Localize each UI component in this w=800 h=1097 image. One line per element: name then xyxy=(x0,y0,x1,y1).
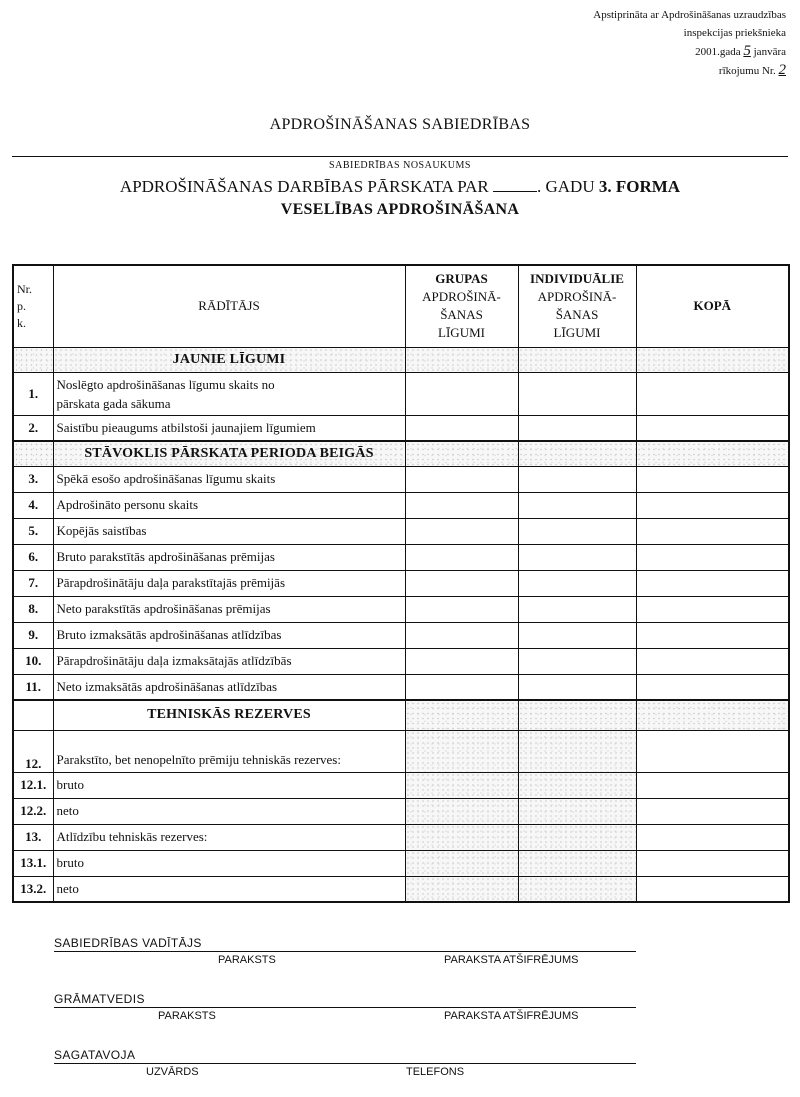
row-label: bruto xyxy=(53,772,405,798)
cell-individual[interactable] xyxy=(518,674,636,700)
table-row xyxy=(13,570,789,596)
cell-individual[interactable] xyxy=(518,648,636,674)
col-header-total: KOPĀ xyxy=(636,265,789,347)
row-label: Pārapdrošinātāju daļa parakstītajās prēmijās xyxy=(53,570,405,596)
row-label: Apdrošināto personu skaits xyxy=(53,492,405,518)
section-row-new xyxy=(13,347,789,372)
cell-individual[interactable] xyxy=(518,596,636,622)
report-title xyxy=(0,177,800,197)
col-header-indicator: RĀDĪTĀJS xyxy=(53,265,405,347)
order-number: 2 xyxy=(778,62,786,78)
year-blank[interactable] xyxy=(493,177,537,192)
company-title: APDROŠINĀŠANAS SABIEDRĪBAS xyxy=(269,116,531,133)
report-title-post: . GADU xyxy=(536,177,595,196)
cell-total[interactable] xyxy=(636,648,789,674)
row-number: 11. xyxy=(13,674,53,700)
report-title-pre: APDROŠINĀŠANAS DARBĪBAS PĀRSKATA PAR xyxy=(119,177,489,196)
signature-role[interactable]: SABIEDRĪBAS VADĪTĀJS xyxy=(54,936,636,952)
cell-total[interactable] xyxy=(636,544,789,570)
cell-total[interactable] xyxy=(636,570,789,596)
cell-total[interactable] xyxy=(636,596,789,622)
cell-total[interactable] xyxy=(636,824,789,850)
section-label-new: JAUNIE LĪGUMI xyxy=(53,347,405,372)
cell-individual[interactable] xyxy=(518,492,636,518)
cell-group[interactable] xyxy=(405,518,518,544)
signature-accountant xyxy=(54,992,636,1024)
report-table xyxy=(12,264,790,903)
row-number: 12.2. xyxy=(13,798,53,824)
cell-individual[interactable] xyxy=(518,570,636,596)
row-number: 12. xyxy=(13,730,53,772)
table-row xyxy=(13,466,789,492)
cell-individual xyxy=(518,798,636,824)
form-label: 3. FORMA xyxy=(598,177,681,196)
table-row xyxy=(13,648,789,674)
table-row xyxy=(13,850,789,876)
signature-role[interactable]: SAGATAVOJA xyxy=(54,1048,636,1064)
table-row xyxy=(13,798,789,824)
col-header-nr: Nr. p. k. xyxy=(13,265,53,347)
cell-group[interactable] xyxy=(405,648,518,674)
cell-individual xyxy=(518,824,636,850)
table-row xyxy=(13,492,789,518)
cell-group[interactable] xyxy=(405,622,518,648)
table-row xyxy=(13,596,789,622)
cell-total[interactable] xyxy=(636,876,789,902)
row-number: 9. xyxy=(13,622,53,648)
row-number: 13.2. xyxy=(13,876,53,902)
row-label: Pārapdrošinātāju daļa izmaksātajās atlīdzībās xyxy=(53,648,405,674)
cell-group[interactable] xyxy=(405,596,518,622)
cell-group[interactable] xyxy=(405,674,518,700)
signature-caption: PARAKSTS xyxy=(158,1010,216,1022)
order-prefix: rīkojumu Nr. xyxy=(718,65,776,77)
row-number: 4. xyxy=(13,492,53,518)
col-header-individual: INDIVIDUĀLIE APDROŠINĀ- ŠANAS LĪGUMI xyxy=(518,265,636,347)
row-label: neto xyxy=(53,876,405,902)
row-label: Saistību pieaugums atbilstoši jaunajiem līgumiem xyxy=(53,415,405,441)
table-row xyxy=(13,772,789,798)
cell-individual[interactable] xyxy=(518,466,636,492)
signature-caption: PARAKSTA ATŠIFRĒJUMS xyxy=(444,954,579,966)
row-number: 12.1. xyxy=(13,772,53,798)
table-row xyxy=(13,544,789,570)
row-label: Kopējās saistības xyxy=(53,518,405,544)
cell-individual xyxy=(518,730,636,772)
cell-total[interactable] xyxy=(636,850,789,876)
signature-caption: PARAKSTA ATŠIFRĒJUMS xyxy=(444,1010,579,1022)
row-number: 13. xyxy=(13,824,53,850)
signature-preparer xyxy=(54,1048,636,1080)
approval-date-prefix: 2001.gada xyxy=(695,46,741,58)
table-row xyxy=(13,518,789,544)
cell-group[interactable] xyxy=(405,570,518,596)
row-number: 7. xyxy=(13,570,53,596)
row-number: 13.1. xyxy=(13,850,53,876)
approval-line-2: inspekcijas priekšnieka xyxy=(683,27,786,39)
row-label: Noslēgto apdrošināšanas līgumu skaits no pārskata gada sākuma xyxy=(53,372,405,415)
cell-total[interactable] xyxy=(636,674,789,700)
cell-group xyxy=(405,730,518,772)
cell-group xyxy=(405,772,518,798)
signature-caption: PARAKSTS xyxy=(218,954,276,966)
cell-individual xyxy=(518,876,636,902)
row-number: 3. xyxy=(13,466,53,492)
col-header-group: GRUPAS APDROŠINĀ- ŠANAS LĪGUMI xyxy=(405,265,518,347)
row-label: Parakstīto, bet nenopelnīto prēmiju tehniskās rezerves: xyxy=(53,730,405,772)
cell-total[interactable] xyxy=(636,492,789,518)
approval-line-3 xyxy=(593,42,786,61)
cell-group[interactable] xyxy=(405,415,518,441)
cell-individual xyxy=(518,772,636,798)
cell-group xyxy=(405,824,518,850)
approval-month: janvāra xyxy=(753,46,786,58)
cell-group xyxy=(405,798,518,824)
row-label: Bruto izmaksātās apdrošināšanas atlīdzības xyxy=(53,622,405,648)
section-label-end: STĀVOKLIS PĀRSKATA PERIODA BEIGĀS xyxy=(53,441,405,467)
table-row xyxy=(13,415,789,441)
cell-total[interactable] xyxy=(636,466,789,492)
cell-total[interactable] xyxy=(636,730,789,772)
table-row xyxy=(13,824,789,850)
row-number: 2. xyxy=(13,415,53,441)
cell-group[interactable] xyxy=(405,492,518,518)
row-label: neto xyxy=(53,798,405,824)
cell-group xyxy=(405,850,518,876)
signature-caption: TELEFONS xyxy=(406,1066,465,1078)
approval-line-4 xyxy=(593,61,786,80)
cell-group[interactable] xyxy=(405,372,518,415)
table-header-row xyxy=(13,265,789,347)
cell-total[interactable] xyxy=(636,415,789,441)
table-row xyxy=(13,730,789,772)
section-row-end xyxy=(13,441,789,467)
company-name-line xyxy=(12,156,788,157)
row-label: Bruto parakstītās apdrošināšanas prēmijas xyxy=(53,544,405,570)
cell-individual[interactable] xyxy=(518,544,636,570)
cell-group[interactable] xyxy=(405,466,518,492)
section-label-reserves: TEHNISKĀS REZERVES xyxy=(53,700,405,730)
section-row-reserves xyxy=(13,700,789,730)
cell-group xyxy=(405,876,518,902)
row-number: 10. xyxy=(13,648,53,674)
row-label: Spēkā esošo apdrošināšanas līgumu skaits xyxy=(53,466,405,492)
cell-individual xyxy=(518,850,636,876)
row-number: 6. xyxy=(13,544,53,570)
signature-role[interactable]: GRĀMATVEDIS xyxy=(54,992,636,1008)
row-number: 8. xyxy=(13,596,53,622)
cell-individual[interactable] xyxy=(518,622,636,648)
row-label: Neto parakstītās apdrošināšanas prēmijas xyxy=(53,596,405,622)
row-number: 1. xyxy=(13,372,53,415)
cell-individual[interactable] xyxy=(518,518,636,544)
cell-total[interactable] xyxy=(636,622,789,648)
cell-total[interactable] xyxy=(636,372,789,415)
cell-total[interactable] xyxy=(636,518,789,544)
signature-caption: UZVĀRDS xyxy=(146,1066,199,1078)
table-row xyxy=(13,674,789,700)
table-row xyxy=(13,876,789,902)
table-row xyxy=(13,622,789,648)
cell-individual[interactable] xyxy=(518,372,636,415)
signature-manager xyxy=(54,936,636,968)
row-label: Atlīdzību tehniskās rezerves: xyxy=(53,824,405,850)
approval-day: 5 xyxy=(743,43,751,59)
report-subtitle: VESELĪBAS APDROŠINĀŠANA xyxy=(280,201,520,218)
approval-note xyxy=(593,6,786,80)
row-label: bruto xyxy=(53,850,405,876)
approval-line-1: Apstiprināta ar Apdrošināšanas uzraudzības xyxy=(593,9,786,21)
company-name-caption: SABIEDRĪBAS NOSAUKUMS xyxy=(329,160,471,171)
cell-individual[interactable] xyxy=(518,415,636,441)
cell-total[interactable] xyxy=(636,772,789,798)
table-row xyxy=(13,372,789,415)
row-label: Neto izmaksātās apdrošināšanas atlīdzības xyxy=(53,674,405,700)
cell-group[interactable] xyxy=(405,544,518,570)
cell-total[interactable] xyxy=(636,798,789,824)
row-number: 5. xyxy=(13,518,53,544)
